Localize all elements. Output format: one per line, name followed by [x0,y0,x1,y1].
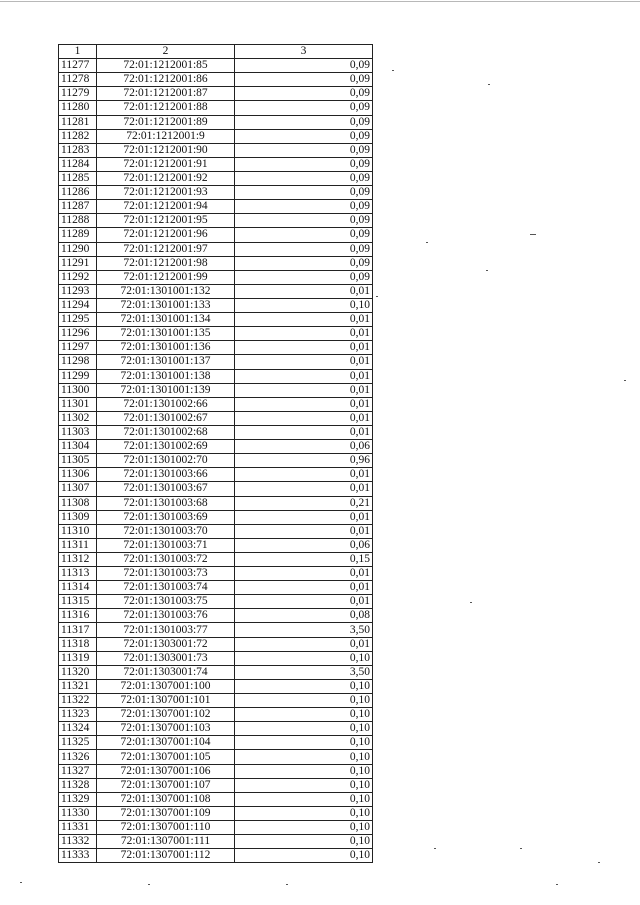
area-value: 0,08 [235,609,373,623]
table-row [59,186,373,200]
area-value: 0,10 [235,792,373,806]
area-value: 0,21 [235,496,373,510]
area-value: 0,09 [235,171,373,185]
cadastral-number: 72:01:1301001:138 [97,369,235,383]
row-number: 11278 [59,73,97,87]
row-number: 11299 [59,369,97,383]
table-row [59,764,373,778]
row-number: 11282 [59,129,97,143]
row-number: 11319 [59,651,97,665]
table-row [59,524,373,538]
area-value: 0,10 [235,651,373,665]
cadastral-number: 72:01:1301003:66 [97,468,235,482]
cadastral-number: 72:01:1212001:86 [97,73,235,87]
table-row [59,256,373,270]
table-row [59,538,373,552]
cadastral-number: 72:01:1307001:104 [97,736,235,750]
scan-speck [470,602,472,603]
row-number: 11277 [59,59,97,73]
cadastral-number: 72:01:1307001:107 [97,778,235,792]
cadastral-number: 72:01:1307001:102 [97,708,235,722]
land-plot-table [58,44,373,863]
row-number: 11300 [59,383,97,397]
area-value: 0,01 [235,482,373,496]
cadastral-number: 72:01:1301002:70 [97,454,235,468]
cadastral-number: 72:01:1212001:96 [97,228,235,242]
cadastral-number: 72:01:1301002:68 [97,425,235,439]
row-number: 11310 [59,524,97,538]
cadastral-number: 72:01:1301003:72 [97,552,235,566]
row-number: 11288 [59,214,97,228]
row-number: 11305 [59,454,97,468]
row-number: 11329 [59,792,97,806]
scan-speck [488,84,490,85]
area-value: 0,01 [235,468,373,482]
table-row [59,454,373,468]
row-number: 11284 [59,157,97,171]
area-value: 3,50 [235,665,373,679]
table-row [59,200,373,214]
cadastral-number: 72:01:1307001:112 [97,849,235,863]
area-value: 0,10 [235,750,373,764]
cadastral-number: 72:01:1212001:85 [97,59,235,73]
area-value: 0,09 [235,270,373,284]
row-number: 11308 [59,496,97,510]
table-row [59,595,373,609]
row-number: 11315 [59,595,97,609]
cadastral-number: 72:01:1301003:76 [97,609,235,623]
cadastral-number: 72:01:1301003:71 [97,538,235,552]
table-row [59,101,373,115]
table-row [59,679,373,693]
row-number: 11304 [59,440,97,454]
area-value: 0,15 [235,552,373,566]
cadastral-number: 72:01:1301003:74 [97,581,235,595]
area-value: 0,09 [235,143,373,157]
cadastral-number: 72:01:1212001:94 [97,200,235,214]
area-value: 0,09 [235,214,373,228]
table-row [59,567,373,581]
cadastral-number: 72:01:1212001:92 [97,171,235,185]
scan-speck [530,234,536,235]
area-value: 0,10 [235,835,373,849]
table-row [59,115,373,129]
area-value: 0,10 [235,722,373,736]
table-row [59,849,373,863]
table-row [59,750,373,764]
cadastral-number: 72:01:1301002:67 [97,411,235,425]
row-number: 11311 [59,538,97,552]
cadastral-number: 72:01:1301003:67 [97,482,235,496]
row-number: 11307 [59,482,97,496]
area-value: 0,10 [235,736,373,750]
cadastral-number: 72:01:1301002:66 [97,397,235,411]
table-row [59,425,373,439]
row-number: 11312 [59,552,97,566]
area-value: 0,10 [235,298,373,312]
area-value: 0,10 [235,849,373,863]
area-value: 0,10 [235,679,373,693]
row-number: 11294 [59,298,97,312]
row-number: 11290 [59,242,97,256]
cadastral-number: 72:01:1307001:106 [97,764,235,778]
table-row [59,637,373,651]
cadastral-number: 72:01:1301001:134 [97,313,235,327]
area-value: 0,09 [235,73,373,87]
table-header-row [59,45,373,59]
row-number: 11314 [59,581,97,595]
area-value: 0,09 [235,115,373,129]
cadastral-number: 72:01:1303001:73 [97,651,235,665]
area-value: 3,50 [235,623,373,637]
cadastral-number: 72:01:1307001:111 [97,835,235,849]
cadastral-number: 72:01:1212001:9 [97,129,235,143]
row-number: 11285 [59,171,97,185]
cadastral-number: 72:01:1212001:95 [97,214,235,228]
area-value: 0,01 [235,383,373,397]
area-value: 0,01 [235,411,373,425]
table-row [59,821,373,835]
cadastral-number: 72:01:1301003:69 [97,510,235,524]
table-row [59,157,373,171]
row-number: 11295 [59,313,97,327]
area-value: 0,09 [235,242,373,256]
cadastral-number: 72:01:1307001:110 [97,821,235,835]
table-row [59,298,373,312]
table-row [59,143,373,157]
area-value: 0,09 [235,200,373,214]
row-number: 11309 [59,510,97,524]
table-row [59,355,373,369]
table-row [59,214,373,228]
row-number: 11296 [59,327,97,341]
cadastral-number: 72:01:1212001:97 [97,242,235,256]
row-number: 11302 [59,411,97,425]
table-row [59,327,373,341]
table-row [59,482,373,496]
table-row [59,651,373,665]
row-number: 11322 [59,694,97,708]
area-value: 0,09 [235,228,373,242]
cadastral-number: 72:01:1212001:93 [97,186,235,200]
scan-speck [598,862,600,863]
table-row [59,411,373,425]
area-value: 0,09 [235,186,373,200]
area-value: 0,01 [235,425,373,439]
area-value: 0,09 [235,59,373,73]
row-number: 11321 [59,679,97,693]
table-row [59,397,373,411]
cadastral-number: 72:01:1301001:132 [97,284,235,298]
row-number: 11289 [59,228,97,242]
table-row [59,313,373,327]
cadastral-number: 72:01:1301003:75 [97,595,235,609]
row-number: 11332 [59,835,97,849]
row-number: 11330 [59,806,97,820]
cadastral-number: 72:01:1307001:108 [97,792,235,806]
row-number: 11323 [59,708,97,722]
cadastral-number: 72:01:1301001:136 [97,341,235,355]
cadastral-number: 72:01:1307001:101 [97,694,235,708]
row-number: 11291 [59,256,97,270]
row-number: 11328 [59,778,97,792]
area-value: 0,09 [235,101,373,115]
row-number: 11318 [59,637,97,651]
row-number: 11281 [59,115,97,129]
cadastral-number: 72:01:1301003:68 [97,496,235,510]
area-value: 0,01 [235,284,373,298]
area-value: 0,09 [235,87,373,101]
table-row [59,722,373,736]
cadastral-number: 72:01:1307001:100 [97,679,235,693]
table-row [59,806,373,820]
cadastral-number: 72:01:1307001:109 [97,806,235,820]
scan-speck [556,884,558,885]
scan-speck [286,884,288,885]
scan-speck [434,848,436,849]
area-value: 0,10 [235,694,373,708]
scan-speck [486,270,488,271]
cadastral-number: 72:01:1301003:77 [97,623,235,637]
cadastral-number: 72:01:1303001:74 [97,665,235,679]
scan-edge-line [0,1,640,2]
area-value: 0,10 [235,778,373,792]
table-row [59,496,373,510]
table-row [59,73,373,87]
row-number: 11280 [59,101,97,115]
column-header-3: 3 [235,45,373,59]
row-number: 11303 [59,425,97,439]
cadastral-number: 72:01:1301002:69 [97,440,235,454]
area-value: 0,01 [235,595,373,609]
area-value: 0,01 [235,341,373,355]
area-value: 0,10 [235,821,373,835]
cadastral-number: 72:01:1301003:73 [97,567,235,581]
table-row [59,341,373,355]
scan-speck [376,296,378,297]
table-row [59,552,373,566]
area-value: 0,01 [235,397,373,411]
cadastral-number: 72:01:1301001:137 [97,355,235,369]
cadastral-number: 72:01:1212001:87 [97,87,235,101]
row-number: 11333 [59,849,97,863]
table-row [59,468,373,482]
scan-speck [624,380,626,381]
area-value: 0,01 [235,524,373,538]
column-header-2: 2 [97,45,235,59]
cadastral-number: 72:01:1307001:105 [97,750,235,764]
area-value: 0,09 [235,157,373,171]
cadastral-number: 72:01:1212001:90 [97,143,235,157]
cadastral-number: 72:01:1301001:139 [97,383,235,397]
cadastral-number: 72:01:1212001:99 [97,270,235,284]
cadastral-number: 72:01:1212001:88 [97,101,235,115]
scan-speck [520,848,522,849]
area-value: 0,01 [235,313,373,327]
table-row [59,171,373,185]
area-value: 0,01 [235,355,373,369]
table-row [59,609,373,623]
area-value: 0,09 [235,256,373,270]
area-value: 0,96 [235,454,373,468]
table-row [59,440,373,454]
cadastral-number: 72:01:1301001:135 [97,327,235,341]
cadastral-number: 72:01:1303001:72 [97,637,235,651]
row-number: 11292 [59,270,97,284]
table-row [59,694,373,708]
scan-speck [426,242,428,243]
row-number: 11316 [59,609,97,623]
table-row [59,665,373,679]
area-value: 0,10 [235,764,373,778]
scan-speck [392,70,394,71]
row-number: 11298 [59,355,97,369]
area-value: 0,01 [235,567,373,581]
cadastral-number: 72:01:1307001:103 [97,722,235,736]
table-body [59,59,373,863]
area-value: 0,01 [235,327,373,341]
row-number: 11297 [59,341,97,355]
row-number: 11286 [59,186,97,200]
table-row [59,623,373,637]
table-row [59,510,373,524]
row-number: 11293 [59,284,97,298]
cadastral-number: 72:01:1301001:133 [97,298,235,312]
row-number: 11324 [59,722,97,736]
table-row [59,129,373,143]
table-row [59,581,373,595]
row-number: 11313 [59,567,97,581]
row-number: 11306 [59,468,97,482]
cadastral-number: 72:01:1301003:70 [97,524,235,538]
area-value: 0,01 [235,581,373,595]
cadastral-number: 72:01:1212001:91 [97,157,235,171]
table-row [59,228,373,242]
table-row [59,708,373,722]
table-row [59,87,373,101]
table-row [59,383,373,397]
area-value: 0,10 [235,708,373,722]
area-value: 0,06 [235,538,373,552]
table-row [59,284,373,298]
row-number: 11331 [59,821,97,835]
cadastral-number: 72:01:1212001:89 [97,115,235,129]
column-header-1: 1 [59,45,97,59]
row-number: 11317 [59,623,97,637]
row-number: 11301 [59,397,97,411]
table-row [59,778,373,792]
row-number: 11279 [59,87,97,101]
area-value: 0,06 [235,440,373,454]
area-value: 0,01 [235,510,373,524]
table-row [59,835,373,849]
table-row [59,792,373,806]
row-number: 11320 [59,665,97,679]
area-value: 0,01 [235,369,373,383]
scan-speck [20,882,22,883]
row-number: 11326 [59,750,97,764]
document-page [58,44,373,863]
row-number: 11325 [59,736,97,750]
table-row [59,270,373,284]
row-number: 11327 [59,764,97,778]
scan-speck [148,884,150,885]
area-value: 0,01 [235,637,373,651]
table-row [59,59,373,73]
row-number: 11283 [59,143,97,157]
area-value: 0,09 [235,129,373,143]
table-row [59,736,373,750]
table-row [59,242,373,256]
table-row [59,369,373,383]
row-number: 11287 [59,200,97,214]
cadastral-number: 72:01:1212001:98 [97,256,235,270]
area-value: 0,10 [235,806,373,820]
